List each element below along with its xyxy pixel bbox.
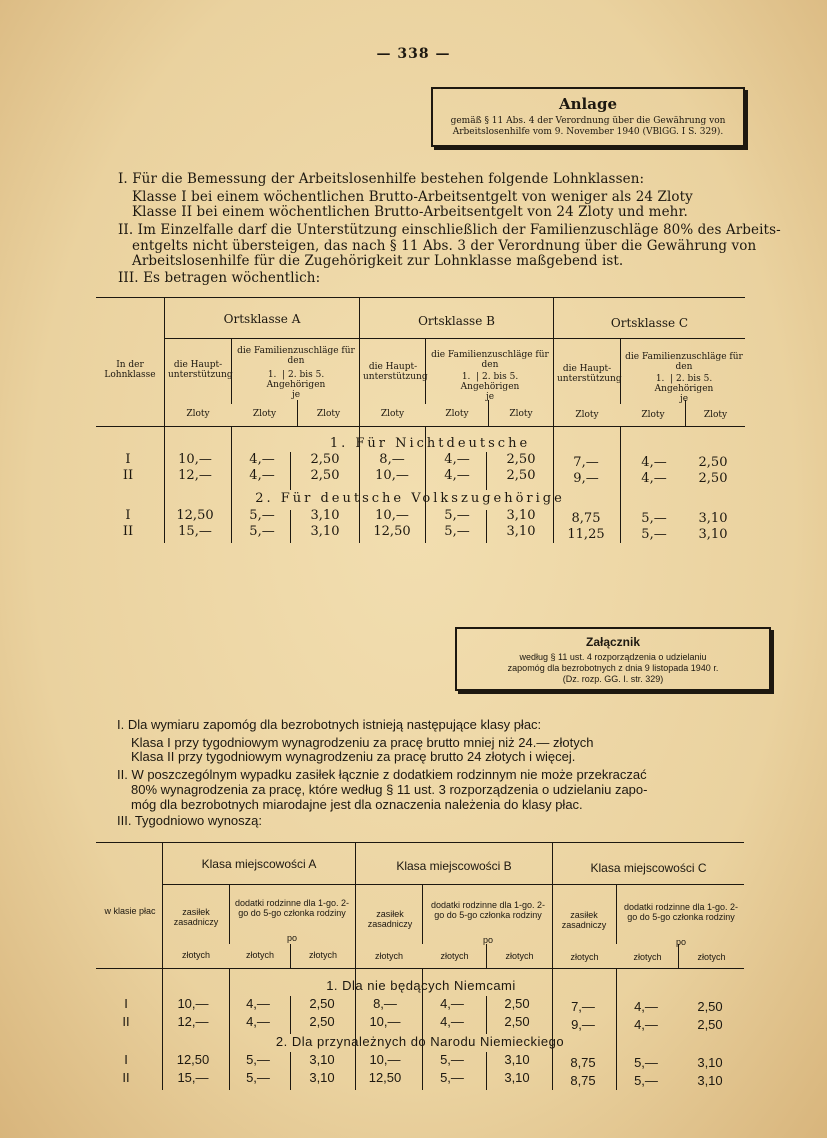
pl-row-1-class: I [124, 996, 128, 1011]
pl-row-4-cell-3: 3,10 [309, 1070, 335, 1085]
pl-row-2-class: II [122, 1014, 130, 1029]
pl-row-2-cell-8: 4,— [634, 1017, 658, 1032]
pl-fam-c: dodatki rodzinne dla 1-go. 2-go do 5-go członka rodziny [623, 902, 739, 922]
pl-row-2-cell-6: 2,50 [504, 1014, 530, 1029]
pl-main-a: zasiłek zasadniczy [173, 907, 219, 927]
de-row-3-cell-9: 3,10 [698, 511, 728, 526]
pl-row-4-cell-5: 5,— [440, 1070, 464, 1085]
de-fam-c-n: 1. | 2. bis 5. [655, 374, 713, 384]
de-unit-9: Zloty [703, 410, 728, 420]
pl-row-2-cell-4: 10,— [369, 1014, 401, 1029]
pl-row-3-cell-2: 5,— [246, 1052, 270, 1067]
de-row-2-cell-6: 2,50 [506, 468, 536, 483]
pl-row-4-cell-9: 3,10 [697, 1073, 723, 1088]
pl-row-3-cell-9: 3,10 [697, 1055, 723, 1070]
de-row-4-cell-6: 3,10 [506, 524, 536, 539]
de-group-a: Ortsklasse A [223, 312, 301, 326]
de-row-1-class: I [125, 452, 131, 467]
pl-row-3-cell-8: 5,— [634, 1055, 658, 1070]
de-fam-b: die Familienzuschläge für den [431, 350, 549, 370]
pl-unit-8: złotych [633, 952, 662, 962]
pl-row-2-cell-9: 2,50 [697, 1017, 723, 1032]
de-row-4-cell-8: 5,— [641, 527, 667, 542]
de-row-4-cell-1: 15,— [178, 524, 212, 539]
pl-row-1-cell-3: 2,50 [309, 996, 335, 1011]
de-class-header: In der Lohnklasse [104, 360, 156, 380]
german-annex-box [431, 87, 745, 147]
pl-group-b: Klasa miejscowości B [396, 859, 512, 873]
german-para-6: Arbeitslosenhilfe für die Zugehörigkeit zur Lohnklasse maßgebend ist. [132, 253, 624, 269]
de-row-2-cell-4: 10,— [375, 468, 409, 483]
de-row-4-cell-4: 12,50 [373, 524, 411, 539]
pl-row-1-cell-2: 4,— [246, 996, 270, 1011]
german-annex-line1: gemäß § 11 Abs. 4 der Verordnung über die Gewährung von [450, 116, 726, 126]
pl-section-2: 2. Dla przynależnych do Narodu Niemieckiego [275, 1034, 565, 1049]
german-annex-title: Anlage [559, 95, 617, 113]
de-main-a: die Haupt-unterstützung [168, 360, 233, 380]
polish-annex-line1: według § 11 ust. 4 rozporządzenia o udzielaniu [519, 652, 707, 662]
de-row-4-cell-7: 11,25 [567, 527, 605, 542]
de-unit-6: Zloty [509, 409, 533, 419]
de-fam-c-je: je [679, 394, 689, 404]
de-fam-a: die Familienzuschläge für den [237, 346, 355, 366]
german-para-7: III. Es betragen wöchentlich: [118, 270, 321, 286]
de-row-2-cell-2: 4,— [249, 468, 275, 483]
de-group-c: Ortsklasse C [610, 316, 689, 330]
pl-row-1-cell-1: 10,— [177, 996, 209, 1011]
pl-fam-a-po: po [286, 933, 297, 943]
de-row-1-cell-6: 2,50 [506, 452, 536, 467]
pl-fam-c-po: po [675, 937, 686, 947]
pl-row-1-cell-8: 4,— [634, 999, 658, 1014]
de-fam-b-je: je [485, 392, 495, 402]
de-row-1-cell-7: 7,— [573, 455, 599, 470]
de-row-2-cell-8: 4,— [641, 471, 667, 486]
polish-para-4: II. W poszczególnym wypadku zasiłek łącznie z dodatkiem rodzinnym nie może przekraczać [117, 767, 647, 782]
pl-row-1-cell-5: 4,— [440, 996, 464, 1011]
pl-row-4-cell-7: 8,75 [570, 1073, 596, 1088]
pl-unit-3: złotych [308, 950, 337, 960]
de-row-3-cell-5: 5,— [444, 508, 470, 523]
pl-fam-b-po: po [482, 935, 493, 945]
polish-annex-line2: zapomóg dla bezrobotnych z dnia 9 listopada 1940 r. [507, 663, 719, 673]
polish-annex-line3: (Dz. rozp. GG. I. str. 329) [562, 674, 664, 684]
de-row-1-cell-1: 10,— [178, 452, 212, 467]
de-row-1-cell-2: 4,— [249, 452, 275, 467]
de-unit-2: Zloty [252, 409, 277, 419]
pl-row-4-cell-4: 12,50 [368, 1070, 402, 1085]
pl-fam-a: dodatki rodzinne dla 1-go. 2-go do 5-go członka rodziny [234, 898, 350, 918]
de-row-3-cell-7: 8,75 [571, 511, 601, 526]
polish-para-6: móg dla bezrobotnych miarodajne jest dla oznaczenia należenia do klasy płac. [131, 797, 583, 812]
pl-row-1-cell-9: 2,50 [697, 999, 723, 1014]
pl-row-1-cell-7: 7,— [571, 999, 595, 1014]
de-unit-1: Zloty [186, 409, 210, 419]
german-para-3: Klasse II bei einem wöchentlichen Brutto-Arbeitsentgelt von 24 Zloty und mehr. [132, 204, 688, 220]
pl-row-4-cell-1: 15,— [177, 1070, 209, 1085]
polish-para-7: III. Tygodniowo wynoszą: [117, 813, 263, 828]
pl-unit-6: złotych [505, 951, 534, 961]
pl-row-2-cell-3: 2,50 [309, 1014, 335, 1029]
pl-class-header: w klasie płac [104, 906, 156, 916]
de-row-1-cell-5: 4,— [444, 452, 470, 467]
pl-row-2-cell-7: 9,— [571, 1017, 595, 1032]
pl-row-3-cell-3: 3,10 [309, 1052, 335, 1067]
pl-row-1-cell-4: 8,— [373, 996, 397, 1011]
polish-para-2: Klasa I przy tygodniowym wynagrodzeniu za pracę brutto mniej niż 24.— złotych [131, 735, 594, 750]
de-fam-c: die Familienzuschläge für den [625, 352, 743, 372]
pl-row-3-class: I [124, 1052, 128, 1067]
pl-unit-5: złotych [440, 951, 469, 961]
german-annex-line2: Arbeitslosenhilfe vom 9. November 1940 (VBlGG. I S. 329). [452, 127, 724, 137]
de-row-4-class: II [122, 524, 134, 539]
de-section-2: 2. Für deutsche Volkszugehörige [255, 491, 565, 506]
polish-para-1: I. Dla wymiaru zapomóg dla bezrobotnych istnieją następujące klasy płac: [117, 717, 542, 732]
de-unit-8: Zloty [641, 410, 665, 420]
de-row-2-cell-5: 4,— [444, 468, 470, 483]
german-para-2: Klasse I bei einem wöchentlichen Brutto-Arbeitsentgelt von weniger als 24 Zloty [132, 189, 693, 205]
pl-row-4-class: II [122, 1070, 130, 1085]
german-para-5: entgelts nicht übersteigen, das nach § 11 Abs. 3 der Verordnung über die Gewährung von [132, 238, 757, 254]
de-fam-b-ang: Angehörigen [460, 382, 520, 392]
de-main-b: die Haupt-unterstützung [363, 362, 428, 382]
de-row-3-cell-1: 12,50 [176, 508, 214, 523]
de-unit-4: Zloty [380, 409, 405, 419]
de-row-2-cell-7: 9,— [573, 471, 599, 486]
de-row-4-cell-2: 5,— [249, 524, 275, 539]
de-row-3-cell-3: 3,10 [310, 508, 340, 523]
pl-row-4-cell-2: 5,— [246, 1070, 270, 1085]
pl-group-a: Klasa miejscowości A [201, 857, 317, 871]
de-fam-a-je: je [291, 390, 301, 400]
pl-row-3-cell-6: 3,10 [504, 1052, 530, 1067]
pl-unit-4: złotych [374, 951, 403, 961]
polish-annex-title: Załącznik [585, 635, 641, 649]
de-row-1-cell-9: 2,50 [698, 455, 728, 470]
de-row-3-cell-8: 5,— [641, 511, 667, 526]
de-row-1-cell-8: 4,— [641, 455, 667, 470]
de-fam-a-n: 1. | 2. bis 5. [267, 370, 325, 380]
de-row-1-cell-3: 2,50 [310, 452, 340, 467]
de-unit-5: Zloty [445, 409, 469, 419]
de-fam-a-ang: Angehörigen [266, 380, 326, 390]
pl-row-3-cell-1: 12,50 [176, 1052, 210, 1067]
de-row-3-class: I [125, 508, 131, 523]
german-para-4: II. Im Einzelfalle darf die Unterstützung einschließlich der Familienzuschläge 80% des Arbeits- [118, 222, 781, 238]
pl-unit-9: złotych [697, 952, 726, 962]
de-row-2-cell-1: 12,— [178, 468, 212, 483]
polish-para-3: Klasa II przy tygodniowym wynagrodzeniu za pracę brutto 24 złotych i więcej. [131, 749, 576, 764]
de-unit-3: Zloty [316, 409, 341, 419]
pl-row-3-cell-7: 8,75 [570, 1055, 596, 1070]
pl-section-1: 1. Dla nie będących Niemcami [326, 978, 516, 993]
de-row-2-class: II [122, 468, 134, 483]
pl-unit-7: złotych [570, 952, 599, 962]
page-number: — 338 — [376, 46, 451, 62]
de-fam-c-ang: Angehörigen [654, 384, 714, 394]
de-section-1: 1. Für Nichtdeutsche [329, 436, 531, 451]
pl-row-1-cell-6: 2,50 [504, 996, 530, 1011]
de-unit-7: Zloty [575, 410, 599, 420]
pl-main-c: zasiłek zasadniczy [561, 910, 607, 930]
pl-row-3-cell-4: 10,— [369, 1052, 401, 1067]
pl-row-4-cell-6: 3,10 [504, 1070, 530, 1085]
de-row-2-cell-9: 2,50 [698, 471, 728, 486]
pl-row-2-cell-2: 4,— [246, 1014, 270, 1029]
de-row-4-cell-9: 3,10 [698, 527, 728, 542]
german-para-1: I. Für die Bemessung der Arbeitslosenhilfe bestehen folgende Lohnklassen: [118, 171, 645, 187]
pl-row-2-cell-1: 12,— [177, 1014, 209, 1029]
pl-row-4-cell-8: 5,— [634, 1073, 658, 1088]
pl-unit-2: złotych [245, 950, 274, 960]
pl-group-c: Klasa miejscowości C [590, 861, 707, 875]
de-fam-b-n: 1. | 2. bis 5. [461, 372, 519, 382]
de-row-3-cell-4: 10,— [375, 508, 409, 523]
pl-fam-b: dodatki rodzinne dla 1-go. 2-go do 5-go członka rodziny [430, 900, 546, 920]
de-row-1-cell-4: 8,— [379, 452, 405, 467]
de-group-b: Ortsklasse B [418, 314, 495, 328]
de-row-2-cell-3: 2,50 [310, 468, 340, 483]
polish-para-5: 80% wynagrodzenia za pracę, które według § 11 ust. 3 rozporządzenia o udzielaniu zapo- [131, 782, 648, 797]
de-row-4-cell-3: 3,10 [310, 524, 340, 539]
pl-main-b: zasiłek zasadniczy [367, 909, 413, 929]
pl-row-3-cell-5: 5,— [440, 1052, 464, 1067]
pl-row-2-cell-5: 4,— [440, 1014, 464, 1029]
polish-annex-box [455, 627, 771, 691]
de-row-3-cell-6: 3,10 [506, 508, 536, 523]
pl-unit-1: złotych [181, 950, 210, 960]
de-row-3-cell-2: 5,— [249, 508, 275, 523]
de-main-c: die Haupt-unterstützung [557, 364, 622, 384]
de-row-4-cell-5: 5,— [444, 524, 470, 539]
